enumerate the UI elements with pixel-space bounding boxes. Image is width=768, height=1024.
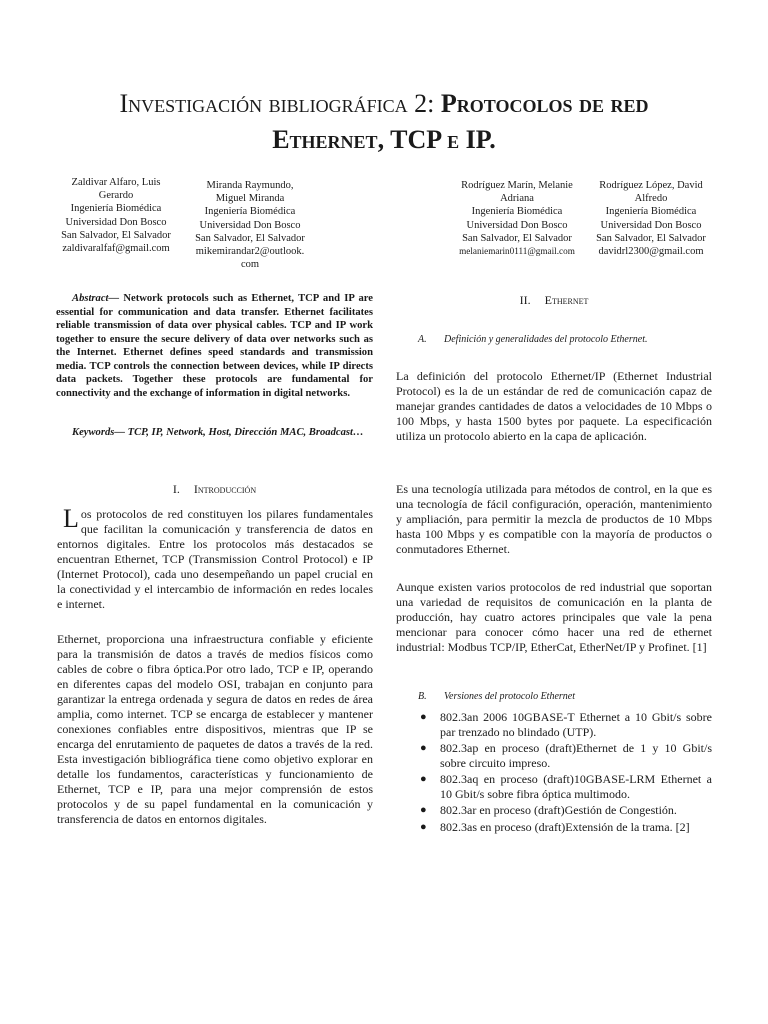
author-line: Ingeniería Biomédica — [605, 206, 697, 218]
bullet-icon: ● — [420, 804, 427, 816]
abstract — [56, 292, 373, 400]
subsection-title: Versiones del protocolo Ethernet — [444, 691, 575, 702]
author-email: mikemirandar2@outlook. — [195, 246, 305, 258]
author-line: Alfredo — [634, 193, 668, 205]
intro-paragraph-1-text: os protocolos de red constituyen los pilares fundamentales que facilitan la comunicación y transferencia de datos en entornos digitales. Entre los protocolos más destacados se encuentran Ethernet, TCP (Transmission Control Protocol) e IP (Internet Protocol), cada uno desempeñando un papel crucial en la conectividad y el intercambio de información en redes locales e internet. — [57, 507, 373, 611]
author-line: San Salvador, El Salvador — [596, 232, 706, 244]
author-line: Miranda Raymundo, — [206, 180, 294, 191]
list-item-text: 802.3ap en proceso (draft)Ethernet de 1 y 10 Gbit/s sobre circuito impreso. — [440, 741, 712, 770]
bullet-icon: ● — [420, 711, 427, 723]
author-email: davidrl2300@gmail.com — [598, 246, 704, 258]
subsection-heading-b — [418, 691, 718, 702]
keywords-label: Keywords— — [72, 427, 125, 438]
author-block-1 — [52, 176, 180, 255]
list-item — [412, 803, 712, 818]
author-block-2 — [186, 179, 314, 271]
paper-title — [40, 86, 728, 158]
section-heading-introduccion — [56, 482, 373, 497]
author-line: Universidad Don Bosco — [65, 216, 167, 228]
author-email: zaldivaralfaf@gmail.com — [62, 243, 170, 255]
list-item — [412, 710, 712, 739]
title-line2: Ethernet, TCP e IP. — [272, 125, 496, 154]
author-line: Universidad Don Bosco — [199, 219, 301, 231]
abstract-text: Network protocols such as Ethernet, TCP and IP are essential for communication and data transfer. Ethernet facilitates reliable transmission of data over physical cables. TCP and IP work together to ensure the secure delivery of data over networks such as the Internet. Ethernet defines speed standards and transmission media. TCP controls the connection between devices, while IP directs data packets. Together these protocols are fundamental for connectivity and the exchange of information in digital networks. — [56, 293, 373, 399]
author-line: San Salvador, El Salvador — [195, 232, 305, 244]
section-name: Ethernet — [544, 293, 589, 307]
ethernet-paragraph-2: Es una tecnología utilizada para métodos de control, en la que es una tecnología de fácil configuración, operación, mantenimiento y ampliación, para permitir la mezcla de productos de 10 Mbps hasta 100 Mbps y es compatible con la mayoría de productos o conmutadores Ethernet. — [396, 482, 712, 556]
subsection-letter: B. — [418, 691, 427, 702]
author-email: melaniemarin0111@gmail.com — [459, 246, 575, 257]
author-line: Adriana — [500, 193, 534, 205]
author-line: Rodríguez López, David — [599, 180, 703, 191]
list-item-text: 802.3ar en proceso (draft)Gestión de Congestión. — [440, 803, 677, 817]
list-item-text: 802.3as en proceso (draft)Extensión de la trama. [2] — [440, 819, 690, 834]
author-line: Miguel Miranda — [215, 193, 285, 205]
abstract-label: Abstract— — [72, 293, 120, 304]
list-item — [412, 820, 712, 835]
author-line: Gerardo — [98, 190, 134, 202]
title-line1-bold: Protocolos de red — [440, 89, 649, 118]
title-line1: Investigación bibliográfica 2: — [119, 89, 441, 118]
author-line: Universidad Don Bosco — [466, 219, 568, 231]
subsection-heading-a — [418, 334, 718, 345]
intro-paragraph-1 — [57, 504, 373, 612]
list-item — [412, 772, 712, 801]
list-item-text: 802.3aq en proceso (draft)10GBASE-LRM Ethernet a 10 Gbit/s sobre fibra óptica multimodo. — [440, 772, 712, 801]
list-item — [412, 741, 712, 770]
ethernet-paragraph-3: Aunque existen varios protocolos de red industrial que soportan una variedad de requisitos de comunicación en la planta de producción, hay cuatro actores principales que vale la pena mencionar para conocer cómo hacer una red de ethernet industrial: Modbus TCP/IP, EtherCat, EtherNet/IP y Profinet. [1] — [396, 580, 712, 654]
author-line: Ingeniería Biomédica — [70, 203, 162, 215]
intro-paragraph-2: Ethernet, proporciona una infraestructura confiable y eficiente para la transmisión de datos a través de medios físicos como cables de cobre o fibra óptica.Por otro lado, TCP e IP, operando en diferentes capas del modelo OSI, trabajan en conjunto para garantizar la entrega ordenada y segura de datos en redes de área amplia, como internet. TCP se encarga de establecer y mantener conexiones confiables entre dispositivos, mientras que IP se encarga del enrutamiento de paquetes de datos a través de la red. Esta investigación bibliográfica tiene como objetivo explorar en detalle los fundamentos, características y funcionamiento de Ethernet, TCP e IP, para una mejor comprensión de estos protocolos y de su papel fundamental en la comunicación y transferencia de datos en entornos digitales. — [57, 632, 373, 826]
keywords-text: TCP, IP, Network, Host, Dirección MAC, Broadcast… — [124, 427, 364, 438]
author-line: Ingeniería Biomédica — [204, 206, 296, 218]
author-block-4 — [586, 179, 716, 258]
subsection-title: Definición y generalidades del protocolo Ethernet. — [444, 334, 648, 345]
bullet-icon: ● — [420, 820, 427, 833]
drop-cap: L — [63, 504, 79, 533]
author-line: San Salvador, El Salvador — [462, 232, 572, 244]
author-line: San Salvador, El Salvador — [61, 229, 171, 241]
section-name: Introducción — [193, 482, 257, 496]
author-line: Universidad Don Bosco — [600, 219, 702, 231]
author-line: Rodríguez Marín, Melanie — [461, 180, 573, 191]
author-line: Ingeniería Biomédica — [471, 206, 563, 218]
bullet-icon: ● — [420, 773, 427, 785]
author-line: Zaldivar Alfaro, Luis — [71, 177, 161, 188]
section-number: I. — [172, 482, 180, 496]
subsection-letter: A. — [418, 334, 427, 345]
keywords — [56, 426, 373, 440]
author-block-3 — [452, 179, 582, 258]
versions-list — [412, 710, 712, 836]
ethernet-paragraph-1: La definición del protocolo Ethernet/IP (Ethernet Industrial Protocol) es la de un estándar de red de comunicación capaz de manejar grandes cantidades de datos a velocidades de 10 Mbps o 100 Mbps, y hasta 1500 bytes por paquete. La especificación utiliza un protocolo abierto en la capa de aplicación. — [396, 369, 712, 443]
author-email: com — [240, 259, 260, 271]
section-heading-ethernet — [396, 293, 712, 308]
section-number: II. — [519, 293, 531, 307]
list-item-text: 802.3an 2006 10GBASE-T Ethernet a 10 Gbit/s sobre par trenzado no blindado (UTP). — [440, 710, 712, 739]
bullet-icon: ● — [420, 742, 427, 754]
